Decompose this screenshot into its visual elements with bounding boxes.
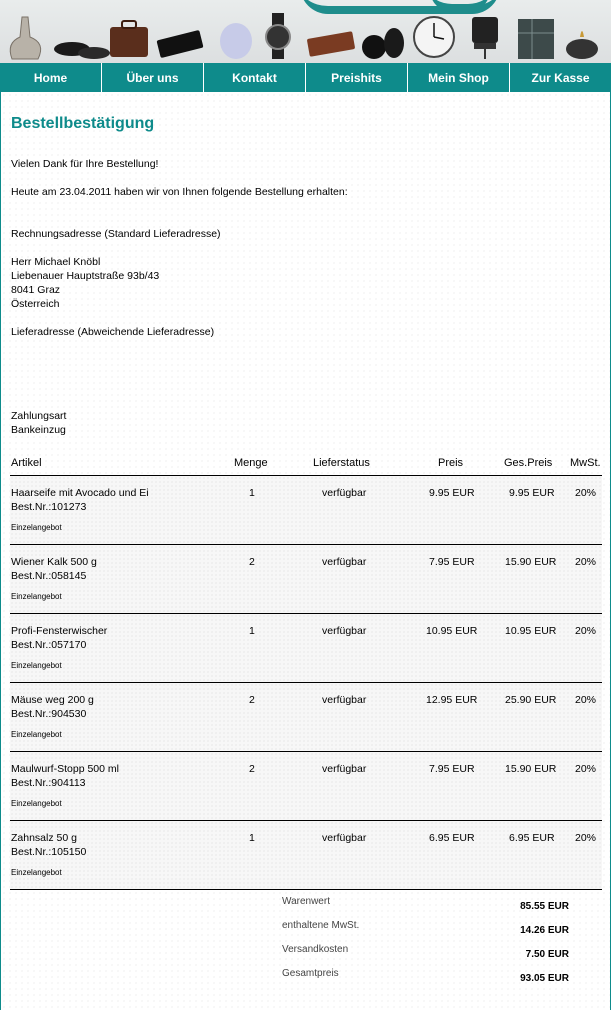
nav-zur-kasse[interactable]: Zur Kasse	[531, 70, 590, 85]
item-name: Maulwurf-Stopp 500 ml	[11, 763, 119, 775]
summary-label-warenwert: Warenwert	[282, 896, 330, 907]
content-area	[0, 92, 611, 1010]
col-gespreis: Ges.Preis	[504, 457, 553, 469]
summary-label-versand: Versandkosten	[282, 944, 349, 955]
item-note: Einzelangebot	[11, 592, 62, 601]
item-menge: 2	[249, 556, 255, 568]
col-mwst: MwSt.	[570, 457, 601, 469]
item-bestnr: Best.Nr.:057170	[11, 639, 87, 651]
item-gesamt: 6.95 EUR	[509, 832, 555, 844]
nav-ueber-uns[interactable]: Über uns	[102, 63, 204, 92]
item-menge: 1	[249, 832, 255, 844]
item-preis: 7.95 EUR	[429, 763, 475, 775]
table-row	[10, 683, 602, 752]
item-menge: 2	[249, 694, 255, 706]
item-gesamt: 15.90 EUR	[505, 763, 557, 775]
item-name: Wiener Kalk 500 g	[11, 556, 97, 568]
intro-text: Heute am 23.04.2011 haben wir von Ihnen folgende Bestellung erhalten:	[11, 186, 348, 198]
item-gesamt: 25.90 EUR	[505, 694, 557, 706]
item-bestnr: Best.Nr.:105150	[11, 846, 87, 858]
page-title: Bestellbestätigung	[11, 115, 155, 132]
col-lieferstatus: Lieferstatus	[313, 457, 370, 469]
col-preis: Preis	[438, 457, 464, 469]
summary-value-warenwert: 85.55 EUR	[520, 901, 569, 912]
header-banner	[0, 0, 611, 63]
col-menge: Menge	[234, 457, 268, 469]
item-preis: 6.95 EUR	[429, 832, 475, 844]
item-mwst: 20%	[575, 763, 597, 775]
item-gesamt: 10.95 EUR	[505, 625, 557, 637]
item-preis: 12.95 EUR	[426, 694, 478, 706]
table-row	[10, 614, 602, 683]
item-preis: 7.95 EUR	[429, 556, 475, 568]
item-status: verfügbar	[322, 832, 367, 844]
main-nav	[0, 63, 611, 93]
item-note: Einzelangebot	[11, 523, 62, 532]
nav-mein-shop[interactable]: Mein Shop	[408, 63, 510, 92]
item-mwst: 20%	[575, 832, 597, 844]
item-name: Haarseife mit Avocado und Ei	[11, 487, 149, 499]
summary-value-gesamt: 93.05 EUR	[520, 973, 569, 984]
address-line: 8041 Graz	[11, 284, 61, 296]
summary-value-mwst: 14.26 EUR	[520, 925, 569, 936]
item-menge: 1	[249, 487, 255, 499]
item-status: verfügbar	[322, 763, 367, 775]
table-row	[10, 821, 602, 890]
payment-method: Bankeinzug	[11, 424, 66, 436]
col-artikel: Artikel	[11, 457, 42, 469]
billing-heading: Rechnungsadresse (Standard Lieferadresse)	[11, 228, 221, 240]
item-mwst: 20%	[575, 625, 597, 637]
item-preis: 9.95 EUR	[429, 487, 475, 499]
summary-label-mwst: enthaltene MwSt.	[282, 920, 360, 931]
item-menge: 1	[249, 625, 255, 637]
product-photos	[2, 9, 608, 61]
item-mwst: 20%	[575, 487, 597, 499]
billing-address	[11, 255, 159, 311]
item-mwst: 20%	[575, 694, 597, 706]
item-status: verfügbar	[322, 556, 367, 568]
table-row	[10, 752, 602, 821]
thanks-text: Vielen Dank für Ihre Bestellung!	[11, 158, 159, 170]
item-status: verfügbar	[322, 487, 367, 499]
payment-block	[11, 409, 66, 437]
item-status: verfügbar	[322, 625, 367, 637]
summary-value-versand: 7.50 EUR	[525, 949, 569, 960]
item-menge: 2	[249, 763, 255, 775]
item-bestnr: Best.Nr.:904530	[11, 708, 87, 720]
item-bestnr: Best.Nr.:058145	[11, 570, 87, 582]
item-mwst: 20%	[575, 556, 597, 568]
payment-heading: Zahlungsart	[11, 410, 67, 422]
item-bestnr: Best.Nr.:904113	[11, 777, 86, 789]
item-bestnr: Best.Nr.:101273	[11, 501, 87, 513]
nav-home[interactable]: Home	[0, 63, 102, 92]
address-line: Herr Michael Knöbl	[11, 256, 101, 268]
nav-kontakt[interactable]: Kontakt	[204, 63, 306, 92]
item-note: Einzelangebot	[11, 868, 62, 877]
item-name: Zahnsalz 50 g	[11, 832, 77, 844]
summary-label-gesamt: Gesamtpreis	[282, 968, 339, 979]
item-note: Einzelangebot	[11, 661, 62, 670]
item-note: Einzelangebot	[11, 799, 62, 808]
table-row	[10, 476, 602, 545]
item-gesamt: 9.95 EUR	[509, 487, 555, 499]
item-name: Profi-Fensterwischer	[11, 625, 108, 637]
address-line: Österreich	[11, 298, 60, 310]
delivery-heading: Lieferadresse (Abweichende Lieferadresse)	[11, 326, 215, 338]
address-line: Liebenauer Hauptstraße 93b/43	[11, 270, 160, 282]
nav-preishits[interactable]: Preishits	[306, 63, 408, 92]
table-row	[10, 545, 602, 614]
item-gesamt: 15.90 EUR	[505, 556, 557, 568]
item-status: verfügbar	[322, 694, 367, 706]
item-name: Mäuse weg 200 g	[11, 694, 94, 706]
item-preis: 10.95 EUR	[426, 625, 478, 637]
item-note: Einzelangebot	[11, 730, 62, 739]
order-table-header	[10, 456, 602, 476]
